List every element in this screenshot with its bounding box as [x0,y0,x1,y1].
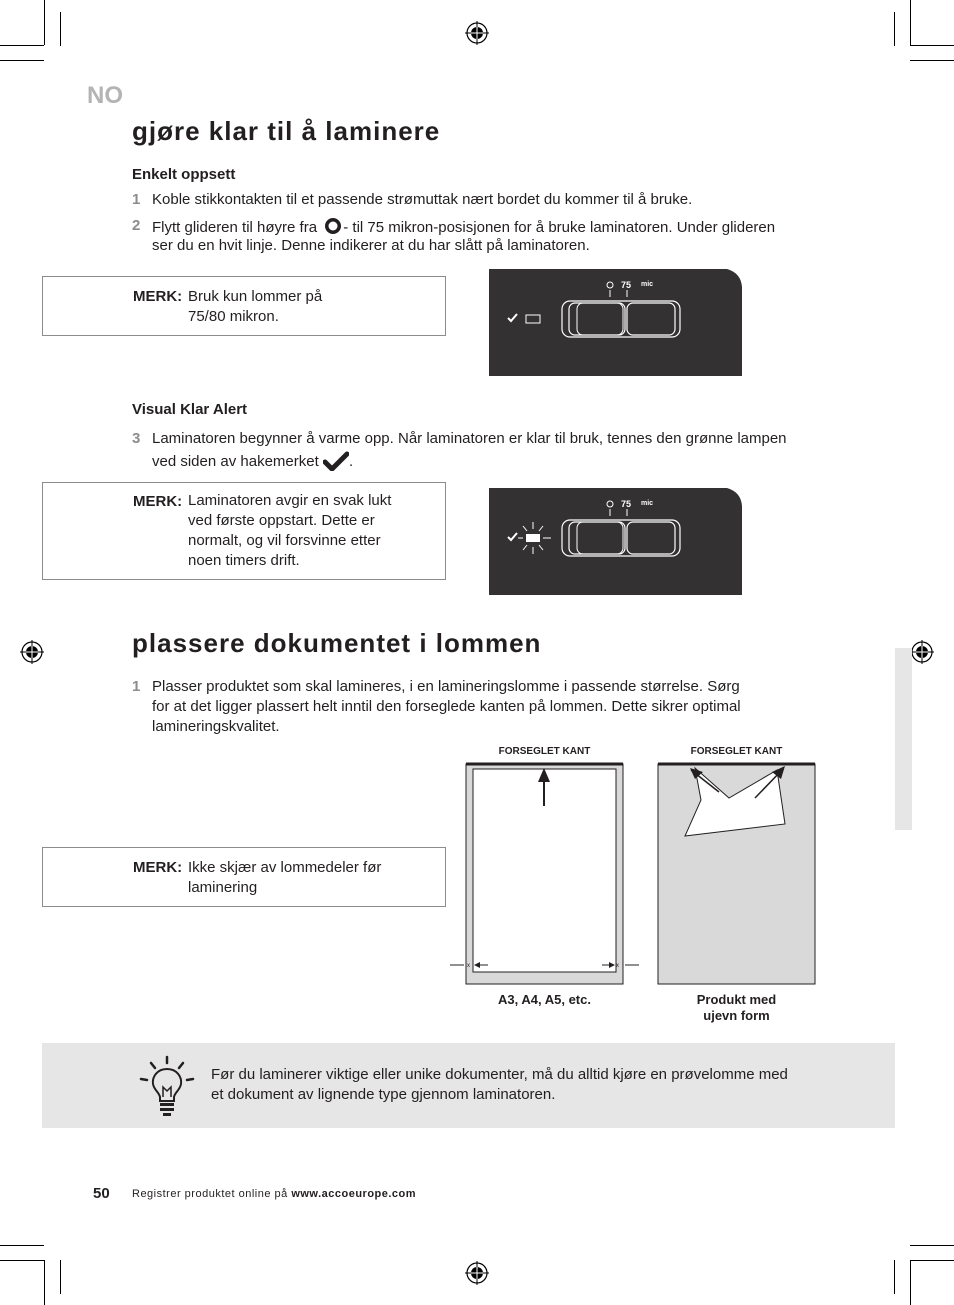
section-title: plassere dokumentet i lommen [132,628,542,658]
tip-box [42,1043,895,1128]
margin-marker: x [467,963,470,969]
step-number: 2 [132,217,141,234]
figure-caption: A3, A4, A5, etc. [498,992,591,1007]
note-label: MERK: [133,859,183,876]
step-2 [132,216,822,256]
note-box [42,847,446,907]
panel-unit: mic [641,500,654,507]
laminator-control-panel [489,269,743,376]
crop-mark [894,1260,895,1294]
note-label: MERK: [133,288,183,305]
side-tab [895,648,912,830]
step-text: Flytt glideren til høyre fra [152,219,318,236]
laminator-control-panel-lit [489,488,743,595]
step-text: Plasser produktet som skal lamineres, i en lamineringslomme i passende størrelse. Sørg for at det ligger plassert helt inntil den forseglede kanten på lommen. Dette sikrer optimal lamineringskvalitet. [152,678,741,735]
crop-mark [910,1260,954,1261]
panel-value: 75 [621,280,632,290]
crop-mark [0,45,44,46]
note-box [42,276,446,336]
registration-mark-icon [465,21,489,45]
subsection-title: Enkelt oppsett [132,166,236,183]
lightbulb-icon [138,1055,196,1117]
figure-caption: Produkt med ujevn form [696,992,777,1023]
step-text: - til 75 mikron-posisjonen for å bruke laminatoren. Under glideren [343,219,776,236]
note-text: Ikke skjær av lommedeler før laminering [188,859,382,896]
crop-mark [910,0,911,45]
crop-mark [910,60,954,61]
note-text: Laminatoren avgir en svak lukt ved første oppstart. Dette er normalt, og vil forsvinne etter noen timers drift. [188,492,392,569]
crop-mark [44,1260,45,1305]
off-circle-icon [323,216,343,236]
crop-mark [910,1245,954,1246]
step-text: ser du en hvit linje. Denne indikerer at du har slått på laminatoren. [152,237,590,254]
note-label: MERK: [133,493,183,510]
crop-mark [910,45,954,46]
language-tag: NO [87,82,123,109]
crop-mark [60,12,61,46]
note-box [42,482,446,580]
crop-mark [0,60,44,61]
section-title: gjøre klar til å laminere [132,116,441,146]
crop-mark [0,1260,44,1261]
step-number: 1 [132,191,141,208]
panel-unit: mic [641,281,654,288]
footer-text: Registrer produktet online på www.accoeurope.com [132,1188,417,1200]
step-3: 3 Laminatoren begynner å varme opp. Når laminatoren er klar til bruk, tennes den grønne lampen ved siden av hakemerket . [132,430,787,470]
step-1 [132,677,822,739]
crop-mark [910,1260,911,1305]
registration-mark-icon [910,640,934,664]
step-text: Laminatoren begynner å varme opp. Når laminatoren er klar til bruk, tennes den grønne lampen [152,430,787,447]
step-text: Koble stikkontakten til et passende strømuttak nært bordet du kommer til å bruke. [152,191,693,208]
checkmark-icon [323,451,349,471]
crop-mark [60,1260,61,1294]
crop-mark [0,1245,44,1246]
tip-text: Før du laminerer viktige eller unike dokumenter, må du alltid kjøre en prøvelomme med et dokument av lignende type gjennom laminatoren. [211,1066,788,1103]
page-number: 50 [93,1185,110,1202]
margin-marker: x [616,963,619,969]
footer-link[interactable]: www.accoeurope.com [291,1188,417,1200]
pouch-diagram-standard [450,760,640,986]
figure-top-label: FORSEGLET KANT [690,746,783,757]
step-number: 3 [132,430,141,447]
subsection-title: Visual Klar Alert [132,401,248,418]
step-number: 1 [132,678,141,695]
crop-mark [894,12,895,46]
registration-mark-icon [465,1261,489,1285]
figure-top-label: FORSEGLET KANT [498,746,591,757]
note-text: Bruk kun lommer på 75/80 mikron. [188,288,323,325]
registration-mark-icon [20,640,44,664]
step-text: ved siden av hakemerket [152,453,319,470]
panel-value: 75 [621,499,632,509]
pouch-diagram-irregular [657,760,817,986]
crop-mark [44,0,45,45]
